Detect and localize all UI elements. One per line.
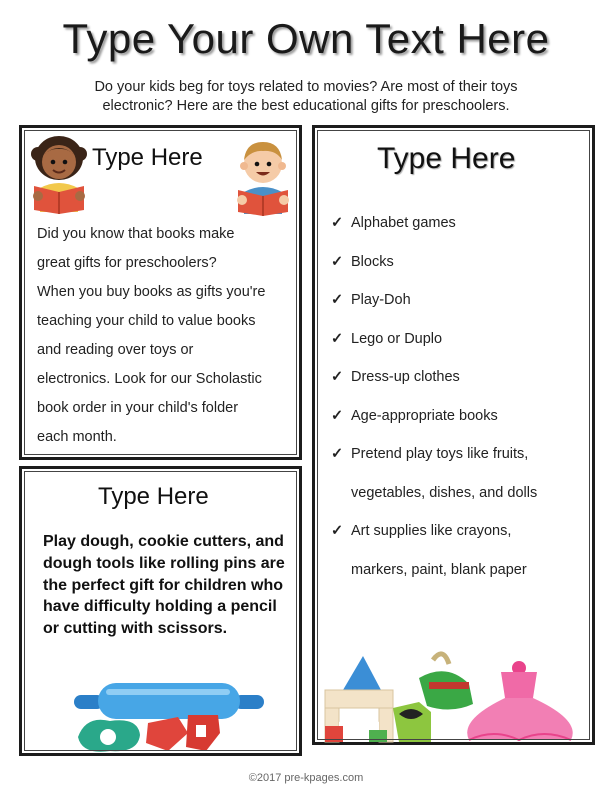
list-item <box>331 213 537 252</box>
intro-text <box>40 78 572 116</box>
books-text-line: When you buy books as gifts you're <box>37 284 266 300</box>
gift-list-box <box>312 125 595 745</box>
list-item-label: Lego or Duplo <box>351 330 443 347</box>
books-text-line: Did you know that books make <box>37 226 235 242</box>
check-icon: ✓ <box>331 330 344 347</box>
list-item-label: markers, paint, blank paper <box>351 561 527 578</box>
check-icon: ✓ <box>331 253 344 270</box>
list-item-label: Art supplies like crayons, <box>351 523 512 539</box>
list-item <box>331 367 537 406</box>
books-text-line: book order in your child's folder <box>37 400 239 416</box>
list-item-label: Blocks <box>351 253 394 270</box>
list-item <box>331 329 537 368</box>
list-item <box>331 444 537 483</box>
copyright-text: ©2017 pre-kpages.com <box>248 772 364 784</box>
list-item-label: Play-Doh <box>351 292 411 308</box>
list-item <box>331 252 537 291</box>
play-dough-text: Play dough, cookie cutters, and dough tools like rolling pins are the perfect gift for children who have difficulty holding a pencil or cutting with scissors. <box>43 533 285 638</box>
list-item <box>331 521 537 560</box>
list-item-label: Pretend play toys like fruits, <box>351 446 529 462</box>
check-icon: ✓ <box>331 407 344 424</box>
check-icon: ✓ <box>331 369 344 385</box>
list-item-label: Alphabet games <box>351 215 456 231</box>
boy-reading-illustration <box>232 134 294 216</box>
books-text-line: and reading over toys or <box>37 342 194 358</box>
list-item-label: vegetables, dishes, and dolls <box>351 484 538 501</box>
intro-line: Do your kids beg for toys related to movies? Are most of their toys <box>94 79 518 95</box>
books-text-line: teaching your child to value books <box>37 313 256 329</box>
girl-reading-illustration <box>28 132 90 214</box>
play-dough-heading: Type Here <box>98 483 209 510</box>
books-heading: Type Here <box>92 144 203 171</box>
list-item-label: Dress-up clothes <box>351 369 460 385</box>
list-item-continuation <box>331 483 537 522</box>
intro-line: electronic? Here are the best educational gifts for preschoolers. <box>102 98 510 114</box>
check-icon: ✓ <box>331 292 344 308</box>
list-item-label: Age-appropriate books <box>351 407 498 424</box>
check-icon: ✓ <box>331 523 344 539</box>
page-title: Type Your Own Text Here <box>62 15 550 62</box>
play-dough-box <box>19 466 302 756</box>
dough-tools-illustration <box>68 677 278 757</box>
books-text <box>37 220 265 452</box>
list-item <box>331 290 537 329</box>
gift-checklist <box>331 213 537 598</box>
check-icon: ✓ <box>331 215 344 231</box>
books-box <box>19 125 302 460</box>
books-text-line: each month. <box>37 429 117 445</box>
books-text-line: electronics. Look for our Scholastic <box>37 371 262 387</box>
toys-illustration <box>319 648 591 744</box>
check-icon: ✓ <box>331 446 344 462</box>
books-text-line: great gifts for preschoolers? <box>37 255 217 271</box>
gift-list-heading: Type Here <box>377 142 516 175</box>
list-item <box>331 406 537 445</box>
list-item-continuation <box>331 560 537 599</box>
